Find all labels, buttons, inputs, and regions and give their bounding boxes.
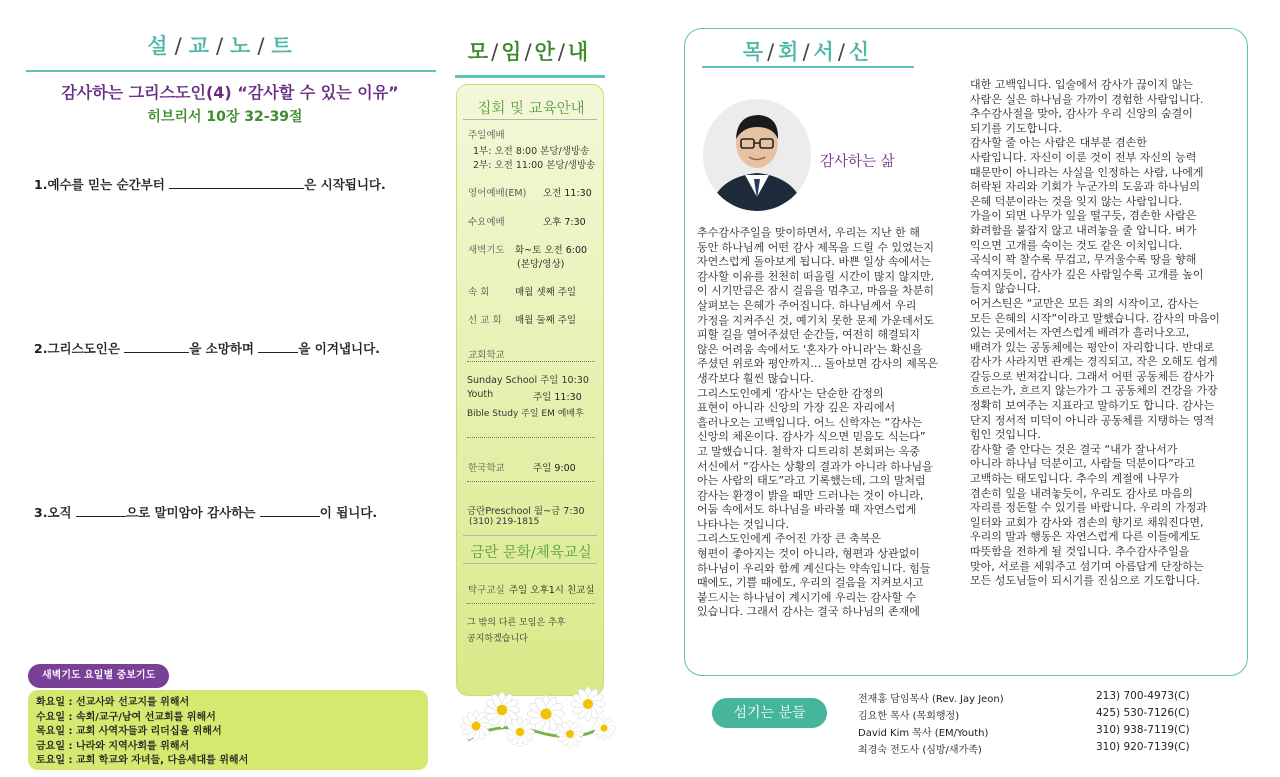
sermon-notes-section	[0, 0, 440, 777]
sunday-service-label: 주일예배	[468, 130, 505, 141]
mission-time: 매월 둘째 주일	[515, 315, 577, 326]
divider	[467, 481, 595, 482]
section-heading: 금란 문화/체육교실	[470, 545, 592, 561]
letter-line: 고 말했습니다. 철학자 디트리히 본회퍼는 옥중	[697, 444, 920, 458]
letter-line: 감사는 환경이 밝을 때만 드러나는 것이 아니라,	[697, 488, 924, 502]
letter-line: 어거스틴은 “교만은 모든 죄의 시작이고, 감사는	[970, 296, 1199, 310]
letter-line: 표현이 아니라 신앙의 가장 깊은 자리에서	[697, 401, 896, 415]
letter-line: 고백하는 태도입니다. 추수의 계절에 나무가	[970, 472, 1179, 486]
divider	[463, 535, 597, 536]
letter-line: 생각보다 훨씬 많습니다.	[697, 371, 814, 385]
letter-line: 주셨던 위로와 평안까지… 돌아보면 감사의 제목은	[697, 357, 939, 371]
divider	[455, 75, 605, 78]
letter-line: 피할 길을 열어주셨던 순간들, 여전히 해결되지	[697, 328, 920, 342]
letter-line: 나타나는 것입니다.	[697, 517, 790, 531]
scripture-reference: 히브리서 10장 32-39절	[147, 109, 303, 125]
letter-line: 그리스도인에게 주어진 가장 큰 축복은	[697, 532, 882, 546]
letter-line: 따뜻함을 전하게 될 것입니다. 추수감사주일을	[970, 545, 1190, 558]
pastor-photo	[703, 99, 811, 211]
letter-line: 사람입니다. 자신이 이룬 것이 전부 자신의 능력	[970, 150, 1197, 164]
list-item: 목요일 : 교회 사역자들과 리더십을 위해서	[36, 726, 222, 737]
dawn-prayer-place: (본당/영상)	[517, 259, 565, 270]
letter-line: 어둠 속에서도 하나님을 바라볼 때 자연스럽게	[697, 503, 917, 517]
letter-line: 신앙의 체온이다. 감사가 식으면 믿음도 식는다”	[697, 430, 926, 444]
letter-line: 모든 성도님들이 되시기를 진심으로 기도합니다.	[970, 574, 1201, 588]
letter-line: 모든 은혜의 시작”이라고 말했습니다. 감사의 마음이	[970, 311, 1220, 325]
letter-line: 갈등으로 번져갑니다. 그래서 어떤 공동체든 감사가	[970, 369, 1215, 383]
em-label: 영어예배(EM)	[468, 188, 527, 199]
staff-phone: 213) 700-4973(C)	[1096, 690, 1190, 702]
em-time: 오전 11:30	[543, 188, 592, 199]
letter-line: 감사가 사라지면 관계는 경직되고, 작은 오해도 쉽게	[970, 355, 1218, 369]
staff-name: 김요한 목사 (목회행정)	[858, 711, 960, 722]
youth-label: Youth	[467, 389, 494, 400]
letter-line: 그리스도인에게 '감사'는 단순한 감정의	[697, 386, 884, 400]
korean-school-label: 한국학교	[468, 463, 505, 474]
sokhoe-label: 속 회	[468, 287, 490, 298]
prayer-list	[28, 690, 428, 770]
letter-line: 있습니다. 그래서 감사는 결국 하나님의 존재에	[697, 605, 920, 619]
blank-field[interactable]	[169, 177, 304, 189]
mission-label: 선 교 회	[468, 315, 502, 326]
blank-field[interactable]	[124, 341, 189, 353]
list-item: 화요일 : 선교사와 선교지를 위해서	[36, 697, 190, 708]
letter-line: 때문만이 아니라는 사실을 인정하는 사람, 나에게	[970, 165, 1204, 179]
letter-subtitle: 감사하는 삶	[820, 154, 895, 170]
list-item: 금요일 : 나라와 지역사회를 위해서	[36, 740, 190, 752]
section-heading: 집회 및 교육안내	[477, 101, 585, 117]
letter-line: 동안 하나님께 어떤 감사 제목을 드릴 수 있었는지	[697, 240, 934, 254]
letter-line: 겸손히 잎을 내려놓듯이, 우리도 감사로 마음의	[970, 486, 1193, 500]
letter-line: 익으면 고개를 숙이는 것도 같은 이치입니다.	[970, 238, 1183, 252]
daisy-flowers-illustration	[458, 680, 618, 748]
staff-phone: 310) 920-7139(C)	[1096, 741, 1190, 753]
letter-line: 추수감사주일을 맞이하면서, 우리는 지난 한 해	[697, 226, 920, 239]
wednesday-label: 수요예배	[468, 217, 505, 228]
letter-line: 서신에서 “감사는 상황의 결과가 아니라 하나님을	[697, 459, 933, 473]
divider	[467, 603, 595, 604]
letter-line: 곡식이 꽉 찰수록 무겁고, 무거울수록 땅을 향해	[970, 253, 1197, 267]
sermon-title: 감사하는 그리스도인(4) “감사할 수 있는 이유”	[61, 83, 399, 102]
letter-line: 추수감사절을 맞아, 감사가 우리 신앙의 숨결이	[970, 107, 1193, 121]
note-line-1: 그 밖의 다른 모임은 추후	[467, 618, 566, 628]
letter-line: 때에도, 기쁠 때에도, 우리의 걸음을 지켜보시고	[697, 576, 924, 590]
prayer-tag: 새벽기도 요일별 중보기도	[28, 664, 169, 688]
korean-school-time: 주일 9:00	[533, 463, 576, 474]
preschool: 금란Preschool 월~금 7:30	[467, 506, 585, 517]
sunday-service-2: 2부: 오전 11:00 본당/생방송	[473, 160, 596, 171]
letter-line: 있는 곳에서는 자연스럽게 배려가 흘러나오고,	[970, 326, 1190, 340]
letter-line: 사람은 실은 하나님을 가까이 경험한 사람입니다.	[970, 92, 1204, 106]
bible-study: Bible Study 주일 EM 예배후	[467, 409, 584, 419]
letter-line: 화려함을 붙잡지 않고 내려놓을 줄 압니다. 벼가	[970, 223, 1197, 237]
staff-name: David Kim 목사 (EM/Youth)	[858, 728, 989, 739]
letter-line: 정확히 보여주는 지표라고 말하기도 합니다. 감사는	[970, 399, 1215, 413]
letter-line: 아는 사람의 태도”라고 기록했는데, 그의 말처럼	[697, 474, 926, 488]
list-item: 토요일 : 교회 학교와 자녀들, 다음세대를 위해서	[36, 755, 249, 766]
youth-time: 주일 11:30	[533, 392, 582, 403]
letter-line: 맞아, 서로를 세워주고 섬기며 아름답게 단장하는	[970, 559, 1204, 573]
letter-line: 들지 않습니다.	[970, 282, 1041, 296]
letter-line: 흐르는가, 흐르지 않는가가 그 공동체의 건강을 가장	[970, 384, 1218, 398]
letter-line: 은혜 덕분이라는 것을 잊지 않는 사람입니다.	[970, 194, 1183, 208]
letter-line: 우리의 말과 행동은 자연스럽게 다른 이들에게도	[970, 530, 1201, 544]
letter-line: 않은 어려움 속에서도 '혼자가 아니라'는 확신을	[697, 342, 923, 356]
divider	[467, 437, 595, 438]
letter-line: 배려가 있는 공동체에는 평안이 자리합니다. 반대로	[970, 340, 1215, 354]
preschool-phone: (310) 219-1815	[469, 517, 540, 527]
letter-line: 가정을 지켜주신 것, 예기치 못한 문제 가운데서도	[697, 313, 934, 327]
pingpong-time: 주일 오후1시 친교실	[509, 585, 595, 596]
letter-line: 감사할 줄 아는 사람은 대부분 겸손한	[970, 136, 1147, 150]
divider	[702, 66, 914, 68]
letter-line: 아니라 하나님 덕분이고, 사람들 덕분이다”라고	[970, 457, 1196, 471]
list-item: 수요일 : 속회/교구/남여 선교회를 위해서	[36, 711, 216, 723]
letter-line: 되기를 기도합니다.	[970, 121, 1063, 135]
sunday-service-1: 1부: 오전 8:00 본당/생방송	[473, 146, 590, 157]
pastoral-letter-heading: 목 / 회 / 서 / 신	[742, 40, 870, 64]
staff-name: 최경숙 전도사 (심방/새가족)	[858, 745, 982, 756]
letter-line: 감사할 이유를 천천히 떠올릴 시간이 많지 않지만,	[697, 269, 934, 283]
dawn-prayer-label: 새벽기도	[468, 245, 505, 256]
letter-line: 일터와 교회가 감사와 겸손의 향기로 채워진다면,	[970, 515, 1204, 529]
meetings-heading: 모 / 임 / 안 / 내	[467, 40, 589, 64]
letter-line: 흘러나오는 고백입니다. 어느 신학자는 “감사는	[697, 415, 923, 429]
fill-in-blank-3: 3.오직 으로 말미암아 감사하는 이 됩니다.	[34, 505, 378, 520]
letter-line: 대한 고백입니다. 입술에서 감사가 끊이지 않는	[970, 78, 1193, 91]
blank-field[interactable]	[76, 505, 126, 517]
letter-line: 이 시기만큼은 잠시 걸음을 멈추고, 마음을 차분히	[697, 284, 934, 298]
divider	[467, 361, 595, 362]
letter-line: 하나님이 우리와 함께 계신다는 약속입니다. 힘들	[697, 561, 931, 575]
letter-line: 감사할 줄 안다는 것은 결국 “내가 잘나서가	[970, 442, 1178, 456]
divider	[26, 70, 436, 72]
meetings-panel	[456, 84, 604, 696]
letter-line: 자리를 정돈할 수 있기를 바랍니다. 우리의 가정과	[970, 501, 1207, 515]
letter-body-right	[970, 78, 1227, 589]
letter-line: 살펴보는 은혜가 주어집니다. 하나님께서 우리	[697, 298, 917, 312]
letter-line: 가을이 되면 나무가 잎을 떨구듯, 겸손한 사람은	[970, 209, 1197, 223]
fill-in-blank-1: 1.예수를 믿는 순간부터 은 시작됩니다.	[34, 177, 386, 192]
divider	[463, 563, 597, 564]
letter-line: 자연스럽게 돌아보게 됩니다. 바쁜 일상 속에서는	[697, 255, 931, 269]
fill-in-blank-2: 2.그리스도인은 을 소망하며 을 이겨냅니다.	[34, 341, 380, 356]
letter-line: 단지 정서적 미덕이 아니라 공동체를 지탱하는 영적	[970, 413, 1215, 427]
letter-line: 허락된 자리와 기회가 누군가의 도움과 하나님의	[970, 180, 1201, 194]
letter-line: 숙여지듯이, 감사가 깊은 사람일수록 고개를 높이	[970, 267, 1204, 281]
staff-phone: 310) 938-7119(C)	[1096, 724, 1190, 736]
staff-label: 섬기는 분들	[712, 698, 827, 728]
letter-line: 붙드시는 하나님이 계시기에 우리는 감사할 수	[697, 590, 917, 604]
letter-line: 형편이 좋아지는 것이 아니라, 형편과 상관없이	[697, 547, 920, 561]
blank-field[interactable]	[258, 341, 298, 353]
church-school-label: 교회학교	[468, 350, 505, 361]
letter-body-left	[697, 226, 960, 620]
pingpong-label: 탁구교실	[468, 585, 505, 596]
blank-field[interactable]	[260, 505, 320, 517]
letter-line: 힘인 것입니다.	[970, 428, 1041, 442]
note-line-2: 공지하겠습니다	[467, 634, 528, 644]
pastor-portrait-icon	[703, 99, 811, 211]
sokhoe-time: 매월 셋째 주일	[515, 287, 577, 298]
dawn-prayer-time: 화~토 오전 6:00	[515, 245, 588, 256]
sunday-school: Sunday School 주일 10:30	[467, 375, 589, 386]
divider	[463, 119, 597, 120]
staff-phone: 425) 530-7126(C)	[1096, 707, 1190, 719]
staff-name: 전재홍 담임목사 (Rev. Jay Jeon)	[858, 694, 1004, 705]
sermon-notes-heading: 설 / 교 / 노 / 트	[147, 34, 293, 58]
wednesday-time: 오후 7:30	[543, 217, 586, 228]
